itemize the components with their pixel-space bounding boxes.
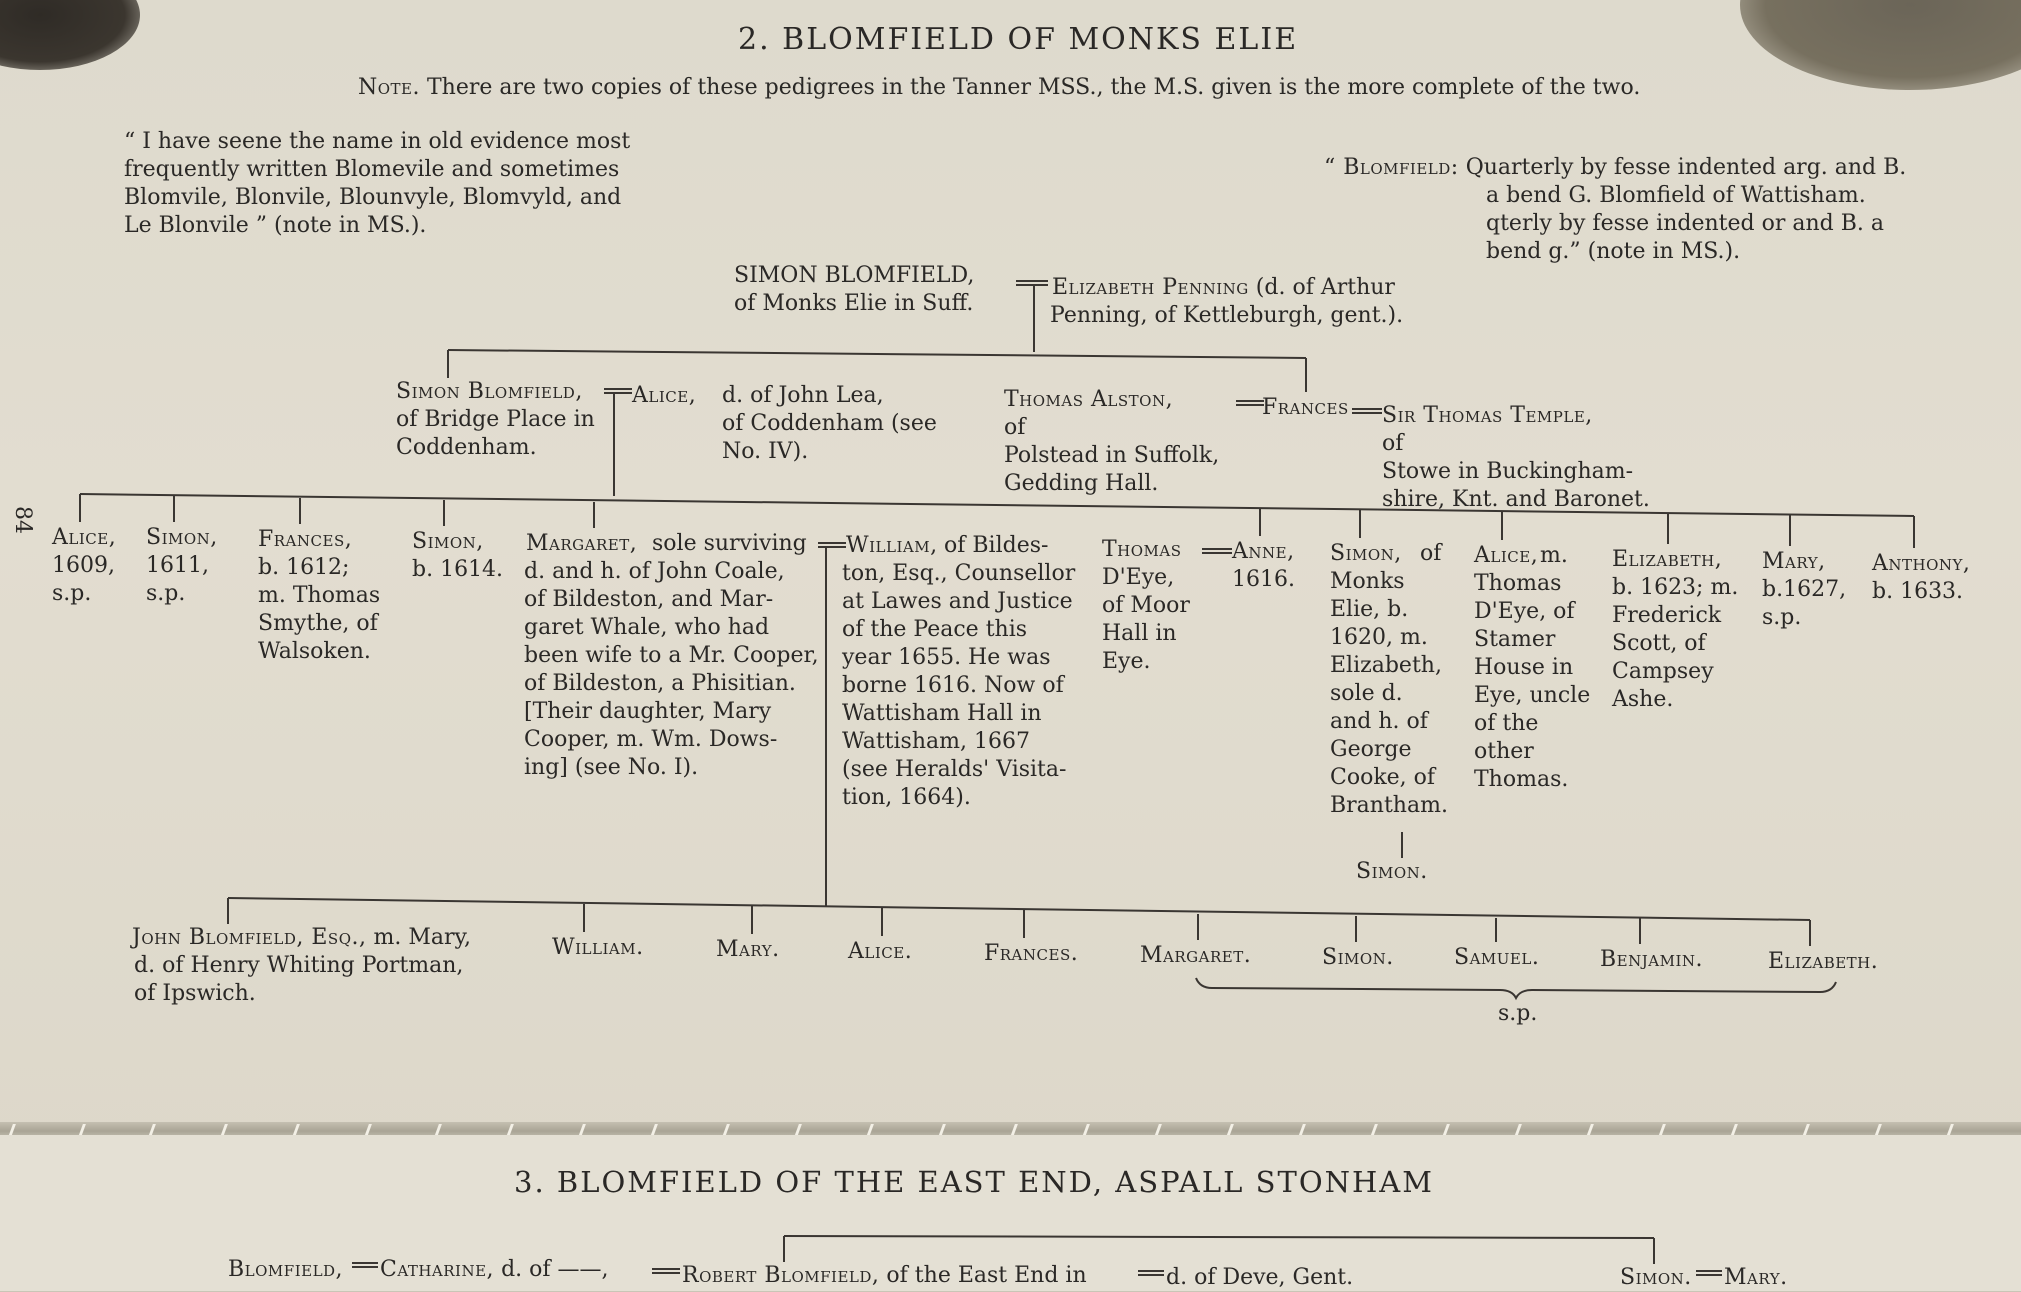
sp-note: s.p. [1498, 1001, 1538, 1026]
child-frances-rest: b. 1612; m. Thomas Smythe, of Walsoken. [258, 555, 381, 664]
page-title: 2. BLOMFIELD OF MONKS ELIE [738, 22, 1299, 57]
note-text: There are two copies of these pedigrees in the Tanner MSS., the M.S. given is the more complete of the two. [427, 75, 1641, 100]
next-robert-rest: of the East End in [886, 1263, 1087, 1288]
simon-blomfield-senior: SIMON BLOMFIELD, of Monks Elie in Suff. [734, 263, 975, 316]
alice-deye-name: Alice, [1474, 543, 1539, 568]
quote-right-lead: “ Blomfield: [1324, 155, 1459, 180]
simon-bridge-place-name: Simon Blomfield, [396, 379, 583, 404]
quote-left: “ I have seene the name in old evidence most frequently written Blomevile and sometimes Blomvile, Blonvile, Blounvyle, Blomvyld, and Le Blonvile ” (note in MS.). [124, 129, 631, 238]
page-number: 84 [10, 506, 35, 534]
elizabeth-penning-rest: (d. of Arthur [1255, 275, 1395, 300]
child-simon-1611-rest: 1611, s.p. [146, 553, 209, 606]
child-simon-1614-name: Simon, [412, 529, 484, 554]
anne-name: Anne, [1232, 539, 1295, 564]
sp-brace [1196, 978, 1836, 998]
thomas-alston-name: Thomas Alston, [1004, 387, 1174, 412]
next-mary: Mary. [1724, 1265, 1788, 1290]
child-simon-1614-rest: b. 1614. [412, 557, 504, 582]
alice-deye-rest: m. Thomas D'Eye, of Stamer House in Eye, uncle of the other Thomas. [1474, 543, 1591, 792]
william-bildeston-rest: of Bildes- ton, Esq., Counsellor at Lawes and Justice of the Peace this year 1655. He was borne 1616. Now of Wattisham Hall in Wattisham, 1667 (see Heralds' Visita- tion, 1664). [842, 533, 1076, 810]
simon-monks-elie-name: Simon, [1330, 541, 1402, 566]
grandchild-frances: Frances. [984, 941, 1079, 966]
john-blomfield-rest: m. Mary, [373, 925, 471, 950]
child-frances-name: Frances, [258, 527, 353, 552]
sibling-bar [784, 1236, 1654, 1238]
william-bildeston-name: William, [846, 533, 938, 558]
child-alice-name: Alice, [52, 525, 117, 550]
mary-1627-name: Mary, [1762, 549, 1826, 574]
thomas-temple-name: Sir Thomas Temple, [1382, 403, 1593, 428]
simon-monks-elie-child: Simon. [1356, 859, 1428, 884]
sibling-bar [448, 350, 1306, 358]
next-blomfield: Blomfield, [228, 1257, 344, 1282]
grandchild-samuel: Samuel. [1454, 945, 1540, 970]
grandchild-william: William. [552, 935, 644, 960]
anthony-rest: b. 1633. [1872, 579, 1964, 604]
john-blomfield-name: John Blomfield, Esq., [132, 925, 367, 950]
next-catharine-name: Catharine, [380, 1257, 495, 1282]
grandchild-benjamin: Benjamin. [1600, 947, 1703, 972]
child-simon-1611-name: Simon, [146, 525, 218, 550]
thomas-deye-rest: D'Eye, of Moor Hall in Eye. [1102, 565, 1190, 674]
mary-1627-rest: b.1627, s.p. [1762, 577, 1847, 630]
simon-bridge-place-rest: of Bridge Place in Coddenham. [396, 407, 595, 460]
sibling-bar [80, 494, 1914, 516]
thomas-alston-rest: of Polstead in Suffolk, Gedding Hall. [1004, 415, 1220, 496]
grandchild-elizabeth: Elizabeth. [1768, 949, 1879, 974]
grandchild-margaret: Margaret. [1140, 943, 1252, 968]
elizabeth-scott-rest: b. 1623; m. Frederick Scott, of Campsey Ashe. [1612, 575, 1739, 712]
next-simon: Simon. [1620, 1265, 1692, 1290]
note-lead: Note. [358, 75, 420, 100]
anne-rest: 1616. [1232, 567, 1295, 592]
next-section-title: 3. BLOMFIELD OF THE EAST END, ASPALL STONHAM [514, 1165, 1434, 1199]
alice-lea-rest: d. of John Lea, of Coddenham (see No. IV). [722, 383, 937, 464]
margaret-coale-name: Margaret, [526, 531, 638, 556]
quote-right-rest: a bend G. Blomfield of Wattisham. qterly by fesse indented or and B. a bend g.” (note in MS.). [1486, 183, 1884, 264]
next-catharine-rest: d. of ——, [501, 1257, 609, 1282]
grandchild-alice: Alice. [848, 939, 913, 964]
sibling-bar [228, 898, 1810, 920]
child-alice-rest: 1609, s.p. [52, 553, 115, 606]
next-robert-name: Robert Blomfield, [682, 1263, 880, 1288]
elizabeth-penning-line2: Penning, of Kettleburgh, gent.). [1050, 303, 1404, 328]
thomas-deye-name: Thomas [1102, 537, 1182, 562]
john-blomfield-lines: d. of Henry Whiting Portman, of Ipswich. [134, 953, 464, 1006]
next-deve: d. of Deve, Gent. [1166, 1265, 1354, 1290]
quote-right-text: Quarterly by fesse indented arg. and B. [1465, 155, 1907, 180]
frances-alston: Frances [1262, 395, 1349, 420]
grandchild-mary: Mary. [716, 937, 780, 962]
simon-monks-elie-rest: of Monks Elie, b. 1620, m. Elizabeth, sole d. and h. of George Cooke, of Brantham. [1330, 541, 1448, 818]
elizabeth-scott-name: Elizabeth, [1612, 547, 1723, 572]
elizabeth-penning-name: Elizabeth Penning [1052, 275, 1249, 300]
grandchild-simon: Simon. [1322, 945, 1394, 970]
thomas-temple-rest: of Stowe in Buckingham- shire, Knt. and Baronet. [1382, 431, 1650, 512]
anthony-name: Anthony, [1872, 551, 1971, 576]
alice-lea-name: Alice, [632, 383, 697, 408]
margaret-coale-rest: sole surviving d. and h. of John Coale, of Bildeston, and Mar- garet Whale, who had been wife to a Mr. Cooper, of Bildeston, a Phisitian. [Their daughter, Mary Cooper, m. Wm. Dows- ing] (see No. I). [524, 531, 819, 780]
